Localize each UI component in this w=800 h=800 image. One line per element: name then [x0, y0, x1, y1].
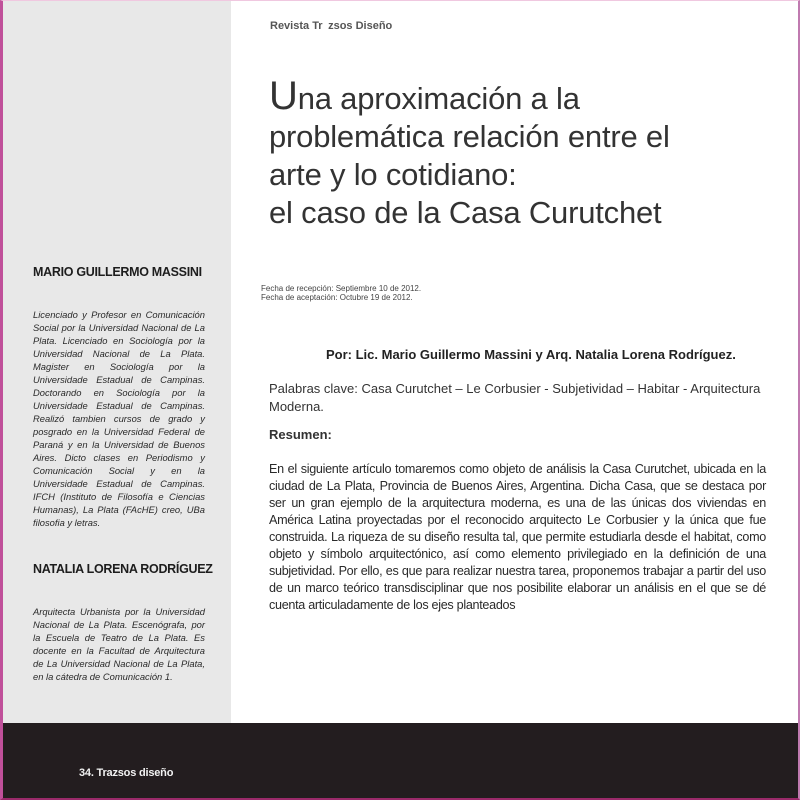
author-sidebar	[3, 1, 231, 723]
abstract-text: En el siguiente artículo tomaremos como objeto de análisis la Casa Curutchet, ubicada en la ciudad de La Plata, Provincia de Buenos Aires, Argentina. Dicha Casa, que se destaca por ser un gran ejemplo de la arquitectura moderna, es una de las únicas dos viviendas en América Latina proyectadas por el reconocido arquitecto Le Corbusier y la única que fue construida. La riqueza de su diseño resulta tal, que permite estudiarla desde el habitat, como objeto y símbolo arquitectónico, así como elemento privilegiado en la definición de una subjetividad. Por ello, es que para realizar nuestra tarea, proponemos trabajar a partir del uso de un marco teórico transdisciplinar que nos posibilite elaborar un análisis en el que se dé cuenta articuladamente de los ejes planteados	[269, 462, 766, 612]
title-line-3: arte y lo cotidiano:	[269, 157, 517, 192]
author-bio-1: Licenciado y Profesor en Comunicación Social por la Universidad Nacional de La Plata. Licenciado en Sociología por la Universidad Nacional de La Plata. Magister en Sociología por la Universidade Estadual de Campinas. Doctorando en Sociología por la Universidade Estadual de Campinas. Realizó tambien cursos de grado y posgrado en la Universidad Federal de Paraná y en la Universidad de Buenos Aires. Dicto clases en Periodismo y Comunicación Social y en la Universidade Estadual de Campinas. IFCH (Instituto de Filosofía e Ciencias Humanas), La Plata (FAcHE) creo, UBa filosofia y letras.	[33, 309, 205, 528]
abstract-heading: Resumen:	[269, 427, 332, 442]
page-footer	[3, 723, 800, 800]
byline: Por: Lic. Mario Guillermo Massini y Arq. Natalia Lorena Rodríguez.	[326, 347, 736, 362]
journal-header: Revista Tr zsos Diseño	[270, 20, 393, 32]
title-line-4: el caso de la Casa Curutchet	[269, 195, 662, 230]
title-line-2: problemática relación entre el	[269, 119, 670, 154]
keywords: Palabras clave: Casa Curutchet – Le Corbusier - Subjetividad – Habitar - Arquitectura Moderna.	[269, 381, 761, 414]
title-drop-cap: U	[269, 74, 298, 118]
article-dates	[261, 284, 421, 302]
author-name-1: MARIO GUILLERMO MASSINI	[33, 265, 202, 279]
date-received: Fecha de recepción: Septiembre 10 de 2012.	[261, 284, 422, 293]
date-accepted: Fecha de aceptación: Octubre 19 de 2012.	[261, 293, 413, 302]
author-name-2: NATALIA LORENA RODRÍGUEZ	[33, 562, 213, 576]
page-number-label: 34. Trazsos diseño	[79, 767, 174, 779]
author-bio-2: Arquitecta Urbanista por la Universidad Nacional de La Plata. Escenógrafa, por la Escuela de Teatro de La Plata. Es docente en la Facultad de Arquitectura de La Universidad Nacional de La Plata, en la cátedra de Comunicación 1.	[33, 606, 205, 682]
title-line-1: na aproximación a la	[297, 81, 580, 116]
article-title	[269, 74, 789, 232]
